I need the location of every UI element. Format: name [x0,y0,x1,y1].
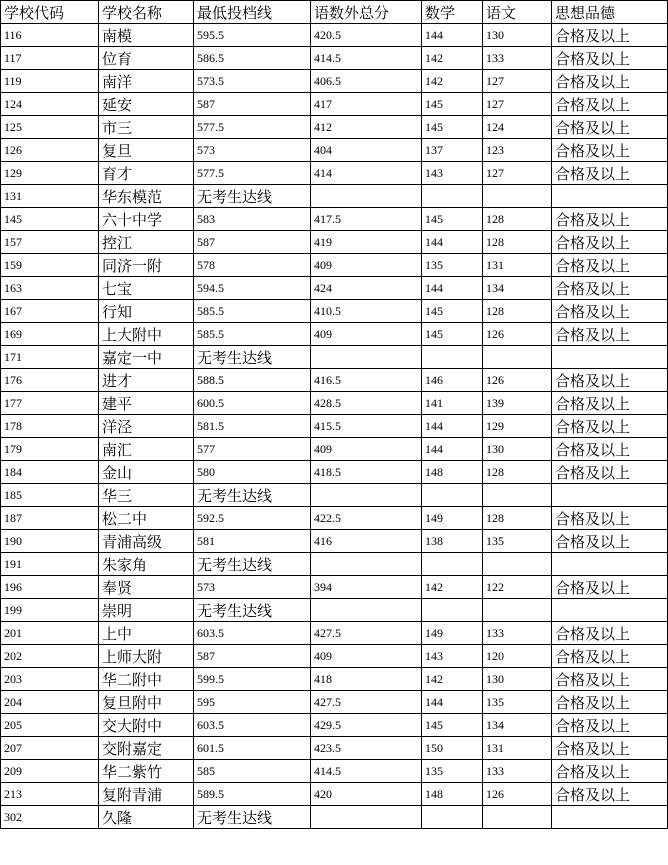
chinese-score-cell: 120 [483,645,552,668]
table-row [1,599,668,622]
school-name-cell: 六十中学 [99,208,194,231]
header-row [1,1,668,24]
math-score-cell: 138 [422,530,483,553]
total-score-cell: 427.5 [311,691,422,714]
math-score-cell [422,484,483,507]
math-score-cell [422,599,483,622]
school-name-cell: 青浦高级 [99,530,194,553]
school-code-cell: 207 [1,737,99,760]
moral-grade-cell: 合格及以上 [552,622,668,645]
total-score-cell: 412 [311,116,422,139]
school-code-cell: 187 [1,507,99,530]
min-score-cell: 578 [194,254,311,277]
min-score-cell: 603.5 [194,622,311,645]
total-score-cell: 420.5 [311,24,422,47]
min-score-cell: 587 [194,231,311,254]
min-score-cell: 600.5 [194,392,311,415]
school-name-cell: 奉贤 [99,576,194,599]
table-row [1,461,668,484]
school-name-cell: 南模 [99,24,194,47]
moral-grade-cell: 合格及以上 [552,392,668,415]
school-name-cell: 崇明 [99,599,194,622]
school-name-cell: 金山 [99,461,194,484]
moral-grade-cell: 合格及以上 [552,47,668,70]
table-row [1,323,668,346]
chinese-score-cell: 123 [483,139,552,162]
chinese-score-cell: 127 [483,93,552,116]
min-score-cell: 599.5 [194,668,311,691]
moral-grade-cell: 合格及以上 [552,645,668,668]
total-score-cell: 420 [311,783,422,806]
math-score-cell: 145 [422,714,483,737]
school-code-cell: 185 [1,484,99,507]
min-score-cell: 581 [194,530,311,553]
moral-grade-cell: 合格及以上 [552,208,668,231]
school-name-cell: 复旦 [99,139,194,162]
chinese-score-cell: 135 [483,691,552,714]
chinese-score-cell [483,806,552,829]
table-row [1,553,668,576]
table-row [1,668,668,691]
school-name-cell: 市三 [99,116,194,139]
moral-grade-cell: 合格及以上 [552,438,668,461]
chinese-score-cell [483,553,552,576]
school-name-cell: 南汇 [99,438,194,461]
school-name-cell: 进才 [99,369,194,392]
table-row [1,783,668,806]
school-name-cell: 交大附中 [99,714,194,737]
header-school-code: 学校代码 [1,1,99,24]
math-score-cell: 145 [422,208,483,231]
total-score-cell: 428.5 [311,392,422,415]
math-score-cell: 145 [422,93,483,116]
total-score-cell: 409 [311,254,422,277]
school-code-cell: 302 [1,806,99,829]
school-name-cell: 建平 [99,392,194,415]
table-row [1,254,668,277]
min-score-cell: 586.5 [194,47,311,70]
school-code-cell: 204 [1,691,99,714]
math-score-cell: 144 [422,415,483,438]
school-code-cell: 178 [1,415,99,438]
min-score-cell: 587 [194,645,311,668]
chinese-score-cell: 126 [483,783,552,806]
moral-grade-cell: 合格及以上 [552,300,668,323]
table-row [1,300,668,323]
min-score-cell: 585.5 [194,323,311,346]
min-score-cell: 580 [194,461,311,484]
chinese-score-cell [483,484,552,507]
school-name-cell: 交附嘉定 [99,737,194,760]
total-score-cell: 410.5 [311,300,422,323]
min-score-cell: 无考生达线 [194,484,311,507]
school-name-cell: 久隆 [99,806,194,829]
school-name-cell: 上大附中 [99,323,194,346]
table-row [1,530,668,553]
table-row [1,116,668,139]
chinese-score-cell [483,346,552,369]
moral-grade-cell: 合格及以上 [552,783,668,806]
table-row [1,415,668,438]
math-score-cell: 142 [422,47,483,70]
school-code-cell: 190 [1,530,99,553]
total-score-cell: 418.5 [311,461,422,484]
school-code-cell: 213 [1,783,99,806]
table-row [1,139,668,162]
school-code-cell: 145 [1,208,99,231]
chinese-score-cell: 130 [483,24,552,47]
math-score-cell [422,806,483,829]
chinese-score-cell [483,599,552,622]
chinese-score-cell: 126 [483,369,552,392]
moral-grade-cell: 合格及以上 [552,668,668,691]
total-score-cell: 409 [311,438,422,461]
min-score-cell: 无考生达线 [194,599,311,622]
school-name-cell: 南洋 [99,70,194,93]
min-score-cell: 603.5 [194,714,311,737]
school-code-cell: 199 [1,599,99,622]
table-row [1,714,668,737]
total-score-cell: 404 [311,139,422,162]
moral-grade-cell: 合格及以上 [552,162,668,185]
total-score-cell: 419 [311,231,422,254]
math-score-cell: 144 [422,231,483,254]
math-score-cell: 135 [422,254,483,277]
min-score-cell: 595.5 [194,24,311,47]
school-name-cell: 华二紫竹 [99,760,194,783]
school-code-cell: 196 [1,576,99,599]
school-name-cell: 复附青浦 [99,783,194,806]
total-score-cell: 414 [311,162,422,185]
chinese-score-cell: 130 [483,438,552,461]
total-score-cell: 418 [311,668,422,691]
school-name-cell: 嘉定一中 [99,346,194,369]
moral-grade-cell [552,553,668,576]
min-score-cell: 585.5 [194,300,311,323]
chinese-score-cell: 130 [483,668,552,691]
moral-grade-cell: 合格及以上 [552,507,668,530]
school-code-cell: 176 [1,369,99,392]
table-row [1,806,668,829]
table-body [1,24,668,829]
school-name-cell: 延安 [99,93,194,116]
chinese-score-cell: 126 [483,323,552,346]
table-row [1,691,668,714]
moral-grade-cell [552,806,668,829]
moral-grade-cell: 合格及以上 [552,530,668,553]
table-row [1,162,668,185]
school-name-cell: 华三 [99,484,194,507]
math-score-cell: 149 [422,507,483,530]
min-score-cell: 587 [194,93,311,116]
school-name-cell: 华东模范 [99,185,194,208]
table-row [1,737,668,760]
school-code-cell: 171 [1,346,99,369]
total-score-cell [311,185,422,208]
table-row [1,24,668,47]
min-score-cell: 583 [194,208,311,231]
moral-grade-cell [552,484,668,507]
total-score-cell [311,806,422,829]
school-name-cell: 上中 [99,622,194,645]
math-score-cell [422,553,483,576]
school-code-cell: 125 [1,116,99,139]
school-code-cell: 129 [1,162,99,185]
table-row [1,231,668,254]
school-code-cell: 159 [1,254,99,277]
chinese-score-cell: 128 [483,507,552,530]
moral-grade-cell: 合格及以上 [552,139,668,162]
math-score-cell: 150 [422,737,483,760]
table-row [1,622,668,645]
min-score-cell: 588.5 [194,369,311,392]
min-score-cell: 577.5 [194,116,311,139]
chinese-score-cell: 133 [483,47,552,70]
moral-grade-cell [552,185,668,208]
school-code-cell: 191 [1,553,99,576]
min-score-cell: 573.5 [194,70,311,93]
chinese-score-cell: 139 [483,392,552,415]
school-code-cell: 124 [1,93,99,116]
total-score-cell: 406.5 [311,70,422,93]
moral-grade-cell: 合格及以上 [552,461,668,484]
chinese-score-cell: 134 [483,714,552,737]
total-score-cell: 417.5 [311,208,422,231]
chinese-score-cell: 133 [483,622,552,645]
school-name-cell: 同济一附 [99,254,194,277]
moral-grade-cell: 合格及以上 [552,24,668,47]
school-code-cell: 205 [1,714,99,737]
chinese-score-cell: 131 [483,737,552,760]
school-code-cell: 126 [1,139,99,162]
math-score-cell: 148 [422,783,483,806]
table-row [1,392,668,415]
table-row [1,484,668,507]
total-score-cell [311,346,422,369]
chinese-score-cell: 131 [483,254,552,277]
min-score-cell: 无考生达线 [194,806,311,829]
total-score-cell: 394 [311,576,422,599]
total-score-cell: 422.5 [311,507,422,530]
chinese-score-cell: 128 [483,461,552,484]
math-score-cell: 141 [422,392,483,415]
school-code-cell: 184 [1,461,99,484]
moral-grade-cell: 合格及以上 [552,369,668,392]
total-score-cell [311,599,422,622]
school-name-cell: 华二附中 [99,668,194,691]
total-score-cell [311,553,422,576]
moral-grade-cell: 合格及以上 [552,576,668,599]
math-score-cell: 142 [422,668,483,691]
school-code-cell: 131 [1,185,99,208]
min-score-cell: 无考生达线 [194,346,311,369]
school-name-cell: 朱家角 [99,553,194,576]
math-score-cell [422,346,483,369]
header-school-name: 学校名称 [99,1,194,24]
math-score-cell: 149 [422,622,483,645]
table-row [1,645,668,668]
total-score-cell: 417 [311,93,422,116]
header-min-admission-score: 最低投档线 [194,1,311,24]
table-row [1,277,668,300]
chinese-score-cell: 127 [483,162,552,185]
math-score-cell: 135 [422,760,483,783]
chinese-score-cell: 124 [483,116,552,139]
school-code-cell: 169 [1,323,99,346]
min-score-cell: 594.5 [194,277,311,300]
math-score-cell: 146 [422,369,483,392]
moral-grade-cell: 合格及以上 [552,714,668,737]
school-name-cell: 松二中 [99,507,194,530]
chinese-score-cell: 128 [483,208,552,231]
math-score-cell: 148 [422,461,483,484]
moral-grade-cell [552,346,668,369]
table-row [1,438,668,461]
moral-grade-cell: 合格及以上 [552,70,668,93]
table-row [1,760,668,783]
total-score-cell: 409 [311,323,422,346]
chinese-score-cell: 128 [483,300,552,323]
math-score-cell: 145 [422,300,483,323]
chinese-score-cell: 128 [483,231,552,254]
min-score-cell: 595 [194,691,311,714]
min-score-cell: 577.5 [194,162,311,185]
school-code-cell: 177 [1,392,99,415]
total-score-cell: 414.5 [311,760,422,783]
moral-grade-cell: 合格及以上 [552,737,668,760]
school-name-cell: 育才 [99,162,194,185]
school-code-cell: 157 [1,231,99,254]
chinese-score-cell: 133 [483,760,552,783]
total-score-cell [311,484,422,507]
school-name-cell: 控江 [99,231,194,254]
school-code-cell: 203 [1,668,99,691]
school-name-cell: 行知 [99,300,194,323]
school-name-cell: 复旦附中 [99,691,194,714]
total-score-cell: 416.5 [311,369,422,392]
min-score-cell: 585 [194,760,311,783]
math-score-cell: 137 [422,139,483,162]
min-score-cell: 无考生达线 [194,185,311,208]
table-row [1,93,668,116]
school-code-cell: 163 [1,277,99,300]
header-math: 数学 [422,1,483,24]
table-row [1,47,668,70]
math-score-cell: 142 [422,576,483,599]
min-score-cell: 601.5 [194,737,311,760]
moral-grade-cell: 合格及以上 [552,323,668,346]
total-score-cell: 429.5 [311,714,422,737]
table-row [1,185,668,208]
chinese-score-cell: 122 [483,576,552,599]
total-score-cell: 415.5 [311,415,422,438]
table-row [1,369,668,392]
min-score-cell: 573 [194,139,311,162]
chinese-score-cell [483,185,552,208]
table-row [1,208,668,231]
header-chinese-math-english-total: 语数外总分 [311,1,422,24]
school-code-cell: 119 [1,70,99,93]
min-score-cell: 589.5 [194,783,311,806]
chinese-score-cell: 127 [483,70,552,93]
table-row [1,507,668,530]
moral-grade-cell: 合格及以上 [552,116,668,139]
school-code-cell: 209 [1,760,99,783]
header-moral-education: 思想品德 [552,1,668,24]
school-code-cell: 167 [1,300,99,323]
total-score-cell: 427.5 [311,622,422,645]
school-name-cell: 上师大附 [99,645,194,668]
moral-grade-cell: 合格及以上 [552,415,668,438]
school-code-cell: 179 [1,438,99,461]
total-score-cell: 409 [311,645,422,668]
table-row [1,70,668,93]
moral-grade-cell: 合格及以上 [552,93,668,116]
chinese-score-cell: 134 [483,277,552,300]
math-score-cell: 144 [422,24,483,47]
math-score-cell: 144 [422,438,483,461]
chinese-score-cell: 135 [483,530,552,553]
moral-grade-cell: 合格及以上 [552,277,668,300]
table-row [1,576,668,599]
moral-grade-cell: 合格及以上 [552,254,668,277]
min-score-cell: 592.5 [194,507,311,530]
total-score-cell: 424 [311,277,422,300]
school-name-cell: 位育 [99,47,194,70]
math-score-cell: 144 [422,277,483,300]
moral-grade-cell [552,599,668,622]
math-score-cell: 145 [422,323,483,346]
header-chinese: 语文 [483,1,552,24]
min-score-cell: 581.5 [194,415,311,438]
math-score-cell: 142 [422,70,483,93]
school-name-cell: 七宝 [99,277,194,300]
min-score-cell: 无考生达线 [194,553,311,576]
total-score-cell: 416 [311,530,422,553]
math-score-cell: 143 [422,645,483,668]
moral-grade-cell: 合格及以上 [552,231,668,254]
moral-grade-cell: 合格及以上 [552,760,668,783]
table-row [1,346,668,369]
school-code-cell: 116 [1,24,99,47]
school-code-cell: 201 [1,622,99,645]
chinese-score-cell: 129 [483,415,552,438]
min-score-cell: 573 [194,576,311,599]
math-score-cell: 144 [422,691,483,714]
school-name-cell: 洋泾 [99,415,194,438]
school-code-cell: 202 [1,645,99,668]
math-score-cell: 145 [422,116,483,139]
total-score-cell: 414.5 [311,47,422,70]
math-score-cell [422,185,483,208]
min-score-cell: 577 [194,438,311,461]
moral-grade-cell: 合格及以上 [552,691,668,714]
total-score-cell: 423.5 [311,737,422,760]
school-code-cell: 117 [1,47,99,70]
math-score-cell: 143 [422,162,483,185]
